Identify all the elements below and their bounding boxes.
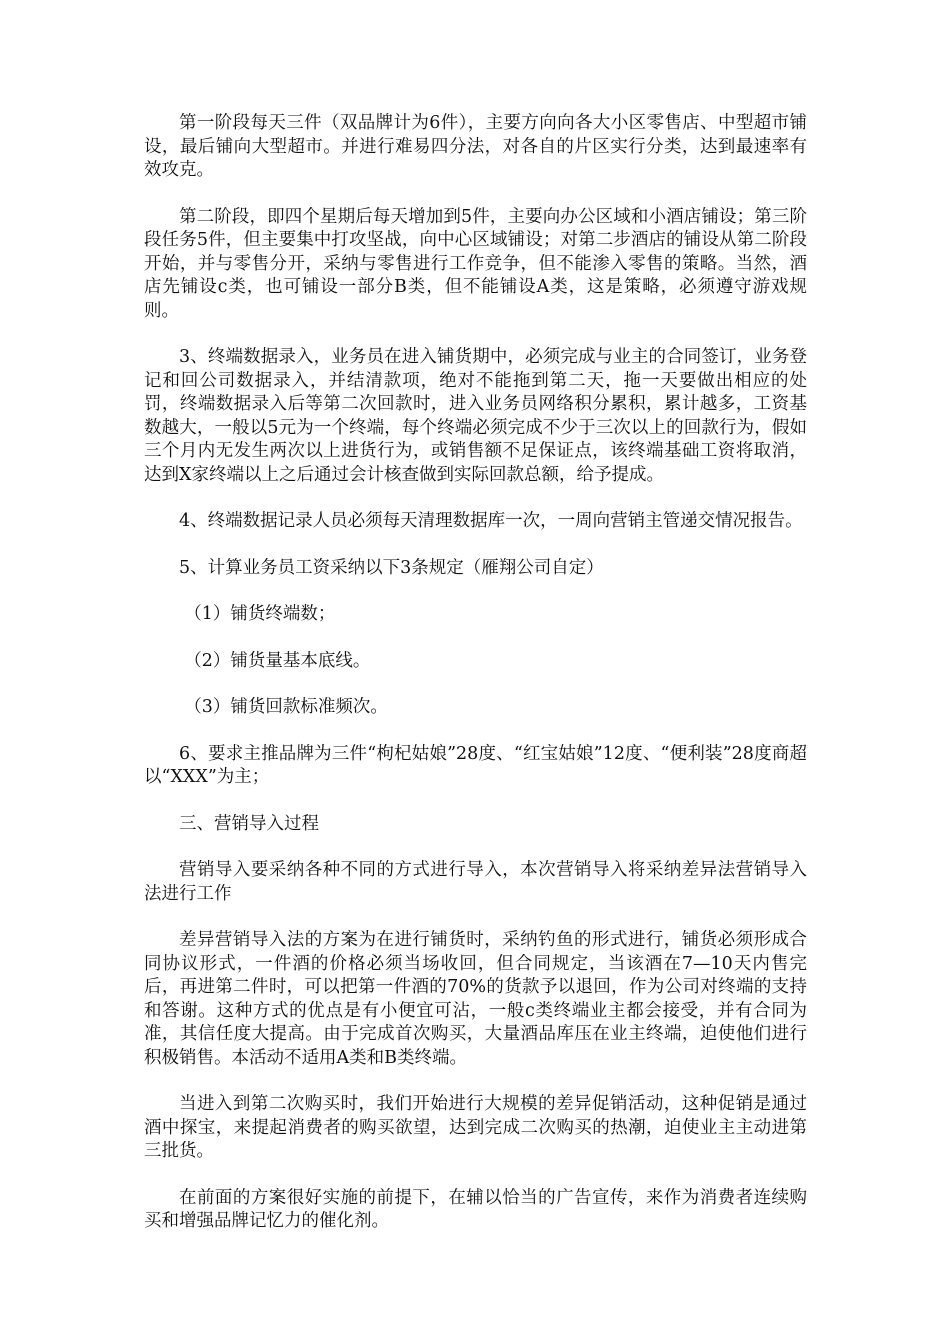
paragraph-stage-one: 第一阶段每天三件（双品牌计为6件），主要方向向各大小区零售店、中型超市铺设，最后铺向大型超市。并进行难易四分法，对各自的片区实行分类，达到最速率有效攻克。 xyxy=(144,113,807,180)
paragraph-differential-marketing: 差异营销导入法的方案为在进行铺货时，采纳钓鱼的形式进行，铺货必须形成合同协议形式，一件酒的价格必须当场收回，但合同规定，当该酒在7—10天内售完后，再进第二件时，可以把第一件酒的70%的货款予以退回，作为公司对终端的支持和答谢。这种方式的优点是有小便宜可沾，一般c类终端业主都会接受，并有合同为准，其信任度大提高。由于完成首次购买，大量酒品库压在业主终端，迫使他们进行积极销售。本活动不适用A类和B类终端。 xyxy=(144,930,807,1068)
list-item-terminal-count: （1）铺货终端数； xyxy=(184,604,336,624)
section-heading-marketing-process: 三、营销导入过程 xyxy=(179,813,319,834)
paragraph-terminal-data-entry: 3、终端数据录入，业务员在进入铺货期中，必须完成与业主的合同签订，业务登记和回公司数据录入，并结清款项，绝对不能拖到第二天，拖一天要做出相应的处罚，终端数据录入后等第二次回款时，进入业务员网络积分累积，累计越多，工资基数越大，一般以5元为一个终端，每个终端必须完成不少于三次以上的回款行为，假如三个月内无发生两次以上进货行为，或销售额不足保证点，该终端基础工资将取消，达到X家终端以上之后通过会计核查做到实际回款总额，给予提成。 xyxy=(144,347,807,485)
paragraph-stage-two: 第二阶段，即四个星期后每天增加到5件，主要向办公区域和小酒店铺设；第三阶段任务5件，但主要集中打攻坚战，向中心区域铺设；对第二步酒店的铺设从第二阶段开始，并与零售分开，采纳与零售进行工作竞争，但不能渗入零售的策略。当然，酒店先铺设c类，也可铺设一部分B类，但不能铺设A类，这是策略，必须遵守游戏规则。 xyxy=(144,206,807,321)
paragraph-second-purchase: 当进入到第二次购买时，我们开始进行大规模的差异促销活动，这种促销是通过酒中探宝，来提起消费者的购买欲望，达到完成二次购买的热潮，迫使业主主动进第三批货。 xyxy=(144,1094,807,1161)
document-body xyxy=(144,112,807,1257)
paragraph-salary-rules: 5、计算业务员工资采纳以下3条规定（雁翔公司自定） xyxy=(179,557,604,578)
list-item-payment-frequency: （3）铺货回款标准频次。 xyxy=(184,697,388,717)
list-item-volume-baseline: （2）铺货量基本底线。 xyxy=(184,650,371,671)
paragraph-advertising: 在前面的方案很好实施的前提下，在辅以恰当的广告宣传，来作为消费者连续购买和增强品牌记忆力的催化剂。 xyxy=(144,1187,807,1231)
paragraph-main-brands: 6、要求主推品牌为三件“枸杞姑娘”28度、“红宝姑娘”12度、“便利装”28度商超以“XXX”为主； xyxy=(144,743,807,787)
paragraph-data-recorder: 4、终端数据记录人员必须每天清理数据库一次，一周向营销主管递交情况报告。 xyxy=(179,511,803,531)
paragraph-marketing-intro: 营销导入要采纳各种不同的方式进行导入，本次营销导入将采纳差异法营销导入法进行工作 xyxy=(144,860,807,904)
